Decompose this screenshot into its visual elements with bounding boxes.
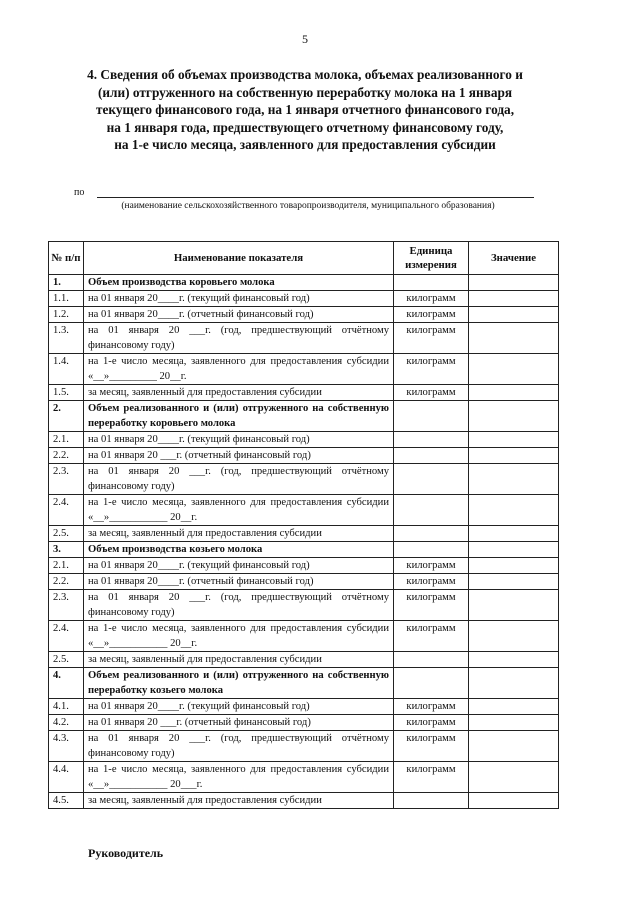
unit-cell <box>394 432 469 448</box>
row-number: 1.1. <box>49 291 84 307</box>
value-cell[interactable] <box>469 354 559 385</box>
row-number: 1.3. <box>49 323 84 354</box>
value-cell[interactable] <box>469 762 559 793</box>
table-row <box>49 621 559 652</box>
indicator-name: на 1-е число месяца, заявленного для предоставления субсидии «__»___________ 20___г. <box>84 762 394 793</box>
unit-cell <box>394 464 469 495</box>
table-body <box>49 275 559 809</box>
indicator-name: Объем производства козьего молока <box>84 542 394 558</box>
unit-cell: килограмм <box>394 385 469 401</box>
indicator-name: за месяц, заявленный для предоставления субсидии <box>84 385 394 401</box>
table-row <box>49 495 559 526</box>
indicator-name: Объем производства коровьего молока <box>84 275 394 291</box>
indicator-name: на 01 января 20____г. (отчетный финансовый год) <box>84 307 394 323</box>
unit-cell: килограмм <box>394 354 469 385</box>
page-number: 5 <box>302 32 308 46</box>
indicator-name: на 01 января 20 ___г. (год, предшествующий отчётному финансовому году) <box>84 323 394 354</box>
row-number: 4.5. <box>49 793 84 809</box>
table-row <box>49 291 559 307</box>
table-row <box>49 385 559 401</box>
unit-cell: килограмм <box>394 574 469 590</box>
table-row <box>49 652 559 668</box>
value-cell[interactable] <box>469 526 559 542</box>
unit-cell: килограмм <box>394 715 469 731</box>
header-unit: Единица измерения <box>394 242 469 275</box>
table-row <box>49 464 559 495</box>
table-row <box>49 354 559 385</box>
value-cell[interactable] <box>469 542 559 558</box>
title-line: на 1 января года, предшествующего отчетному финансовому году, <box>106 119 504 135</box>
value-cell[interactable] <box>469 495 559 526</box>
header-num: № п/п <box>49 242 84 275</box>
row-number: 2.1. <box>49 558 84 574</box>
title-line: 4. Сведения об объемах производства молока, объемах реализованного и <box>87 67 523 82</box>
row-number: 2.2. <box>49 574 84 590</box>
indicator-name: на 01 января 20 ___г. (отчетный финансовый год) <box>84 715 394 731</box>
unit-cell <box>394 526 469 542</box>
producer-field[interactable] <box>74 183 534 201</box>
value-cell[interactable] <box>469 307 559 323</box>
table-row <box>49 762 559 793</box>
unit-cell <box>394 793 469 809</box>
value-cell[interactable] <box>469 793 559 809</box>
value-cell[interactable] <box>469 448 559 464</box>
table-row <box>49 323 559 354</box>
table-row <box>49 731 559 762</box>
value-cell[interactable] <box>469 574 559 590</box>
table-row <box>49 699 559 715</box>
unit-cell <box>394 668 469 699</box>
row-number: 4.2. <box>49 715 84 731</box>
table-row <box>49 526 559 542</box>
table-header-row <box>49 242 559 275</box>
unit-cell: килограмм <box>394 323 469 354</box>
unit-cell: килограмм <box>394 558 469 574</box>
section-title <box>40 66 570 154</box>
unit-cell <box>394 448 469 464</box>
unit-cell: килограмм <box>394 590 469 621</box>
value-cell[interactable] <box>469 668 559 699</box>
indicator-name: на 01 января 20 ___г. (год, предшествующий отчётному финансовому году) <box>84 731 394 762</box>
indicator-name: за месяц, заявленный для предоставления субсидии <box>84 793 394 809</box>
unit-cell: килограмм <box>394 699 469 715</box>
row-number: 4.1. <box>49 699 84 715</box>
value-cell[interactable] <box>469 621 559 652</box>
unit-cell: килограмм <box>394 291 469 307</box>
indicator-name: за месяц, заявленный для предоставления субсидии <box>84 652 394 668</box>
indicator-name: на 1-е число месяца, заявленного для предоставления субсидии «__»___________ 20__г. <box>84 495 394 526</box>
value-cell[interactable] <box>469 715 559 731</box>
row-number: 1. <box>49 275 84 291</box>
row-number: 1.5. <box>49 385 84 401</box>
indicator-name: на 01 января 20____г. (текущий финансовый год) <box>84 699 394 715</box>
indicators-table <box>48 241 559 809</box>
row-number: 2. <box>49 401 84 432</box>
unit-cell <box>394 542 469 558</box>
value-cell[interactable] <box>469 432 559 448</box>
value-cell[interactable] <box>469 699 559 715</box>
value-cell[interactable] <box>469 590 559 621</box>
producer-underline <box>97 197 534 198</box>
row-number: 4. <box>49 668 84 699</box>
title-line: текущего финансового года, на 1 января отчетного финансового года, <box>95 102 515 118</box>
unit-cell: килограмм <box>394 731 469 762</box>
header-name: Наименование показателя <box>84 242 394 275</box>
po-label: по <box>74 187 85 198</box>
header-value: Значение <box>469 242 559 275</box>
value-cell[interactable] <box>469 323 559 354</box>
unit-cell: килограмм <box>394 307 469 323</box>
value-cell[interactable] <box>469 291 559 307</box>
table-row <box>49 307 559 323</box>
row-number: 4.4. <box>49 762 84 793</box>
value-cell[interactable] <box>469 385 559 401</box>
section-row <box>49 542 559 558</box>
row-number: 3. <box>49 542 84 558</box>
indicator-name: на 01 января 20____г. (отчетный финансовый год) <box>84 574 394 590</box>
indicator-name: на 01 января 20 ___г. (год, предшествующий отчётному финансовому году) <box>84 590 394 621</box>
table-row <box>49 558 559 574</box>
value-cell[interactable] <box>469 652 559 668</box>
indicator-name: Объем реализованного и (или) отгруженного на собственную переработку козьего молока <box>84 668 394 699</box>
value-cell[interactable] <box>469 275 559 291</box>
row-number: 2.3. <box>49 464 84 495</box>
title-line: на 1-е число месяца, заявленного для предоставления субсидии <box>114 137 496 153</box>
unit-cell <box>394 652 469 668</box>
table-row <box>49 590 559 621</box>
producer-caption: (наименование сельскохозяйственного товаропроизводителя, муниципального образования) <box>121 201 495 211</box>
indicator-name: на 01 января 20____г. (текущий финансовый год) <box>84 291 394 307</box>
row-number: 4.3. <box>49 731 84 762</box>
row-number: 2.5. <box>49 526 84 542</box>
value-cell[interactable] <box>469 464 559 495</box>
signature-label: Руководитель <box>88 846 164 860</box>
unit-cell <box>394 495 469 526</box>
indicator-name: на 1-е число месяца, заявленного для предоставления субсидии «__»_________ 20__г. <box>84 354 394 385</box>
section-row <box>49 668 559 699</box>
unit-cell <box>394 275 469 291</box>
indicator-name: на 01 января 20 ___г. (отчетный финансовый год) <box>84 448 394 464</box>
row-number: 2.5. <box>49 652 84 668</box>
unit-cell <box>394 401 469 432</box>
indicator-name: за месяц, заявленный для предоставления субсидии <box>84 526 394 542</box>
indicator-name: Объем реализованного и (или) отгруженного на собственную переработку коровьего молока <box>84 401 394 432</box>
unit-cell: килограмм <box>394 621 469 652</box>
table-row <box>49 432 559 448</box>
unit-cell: килограмм <box>394 762 469 793</box>
value-cell[interactable] <box>469 731 559 762</box>
indicator-name: на 01 января 20____г. (текущий финансовый год) <box>84 432 394 448</box>
row-number: 1.2. <box>49 307 84 323</box>
row-number: 2.4. <box>49 621 84 652</box>
row-number: 1.4. <box>49 354 84 385</box>
row-number: 2.2. <box>49 448 84 464</box>
table-row <box>49 793 559 809</box>
title-line: (или) отгруженного на собственную переработку молока на 1 января <box>97 84 513 100</box>
section-row <box>49 275 559 291</box>
row-number: 2.3. <box>49 590 84 621</box>
value-cell[interactable] <box>469 558 559 574</box>
row-number: 2.4. <box>49 495 84 526</box>
table-row <box>49 715 559 731</box>
indicator-name: на 01 января 20 ___г. (год, предшествующий отчётному финансовому году) <box>84 464 394 495</box>
indicator-name: на 01 января 20____г. (текущий финансовый год) <box>84 558 394 574</box>
row-number: 2.1. <box>49 432 84 448</box>
table-row <box>49 448 559 464</box>
table-row <box>49 574 559 590</box>
indicator-name: на 1-е число месяца, заявленного для предоставления субсидии «__»___________ 20__г. <box>84 621 394 652</box>
section-row <box>49 401 559 432</box>
value-cell[interactable] <box>469 401 559 432</box>
